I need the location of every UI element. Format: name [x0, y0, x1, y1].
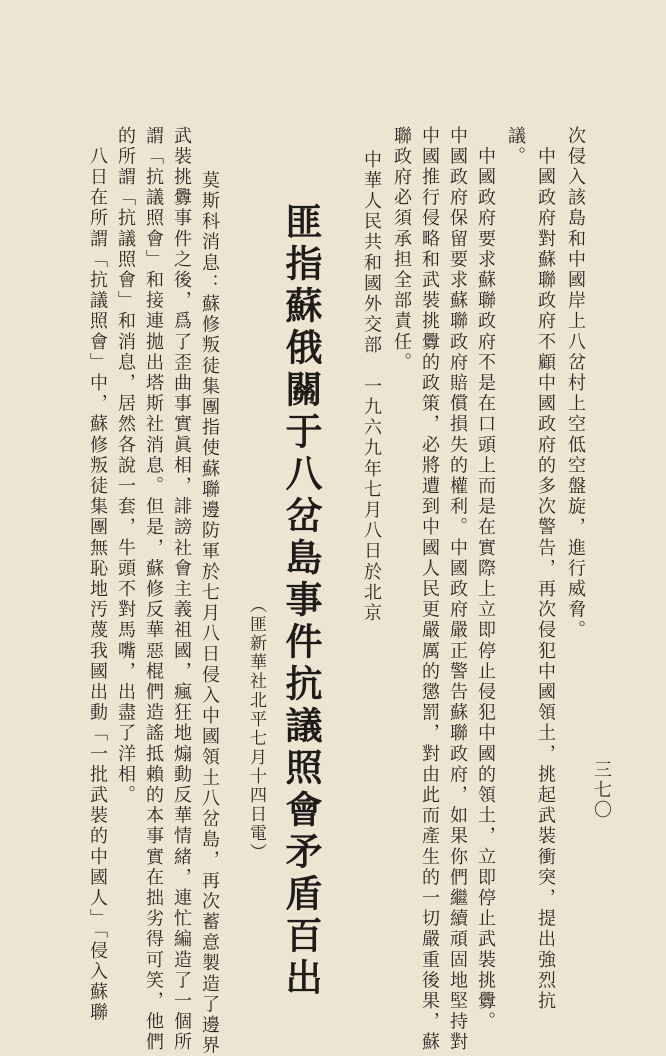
body-line: 謂「抗議照會」和接連拋出塔斯社消息。但是，蘇修反華惡棍們造謠抵賴的本事實在拙劣得可笑，他們 [143, 126, 164, 1053]
body-line: 議。 [505, 126, 526, 168]
body-line: 莫斯科消息：蘇修叛徒集團指使蘇聯邊防軍於七月八日侵入中國領土八岔島，再次蓄意製造了邊界 [199, 150, 220, 1056]
body-line: 的所謂「抗議照會」和消息，居然各說一套，牛頭不對馬嘴，出盡了洋相。 [115, 126, 136, 806]
body-line: 中國政府要求蘇聯政府不是在口頭上而是在實際上立即停止侵犯中國的領土，立即停止武裝挑釁。 [475, 126, 496, 1033]
article-source: （匪新華社北平七月十四日電） [246, 596, 266, 862]
body-line: 中國政府對蘇聯政府不顧中國政府的多次警告，再次侵犯中國領土，挑起武裝衝突，提出強烈抗 [535, 126, 556, 1012]
body-line: 武裝挑釁事件之後，爲了歪曲事實眞相，誹謗社會主義祖國，瘋狂地煽動反華情緒，連忙編造了一個所 [171, 126, 192, 1053]
body-line: 八日在所謂「抗議照會」中，蘇修叛徒集團無恥地汚蔑我國出動「一批武裝的中國人」「侵入蘇聯 [87, 126, 108, 1024]
body-line: 中國推行侵略和武裝挑釁的政策，必將遭到中國人民更嚴厲的懲罰，對由此而產生的一切嚴重後果，蘇 [419, 126, 440, 1053]
article-title: 匪指蘇俄關于八岔島事件抗議照會矛盾百出 [279, 202, 323, 1000]
body-line: 次侵入該島和中國岸上八岔村上空低空盤旋，進行威脅。 [565, 126, 586, 641]
signature-line: 中華人民共和國外交部 一九六九年七月八日於北京 [361, 150, 382, 624]
body-line: 中國政府保留要求蘇聯政府賠償損失的權利。中國政府嚴正警告蘇聯政府，如果你們繼續頑固地堅持對 [447, 126, 468, 1053]
body-line: 聯政府必須承担全部責任。 [391, 126, 412, 374]
page-number: 三七〇 [591, 760, 612, 820]
